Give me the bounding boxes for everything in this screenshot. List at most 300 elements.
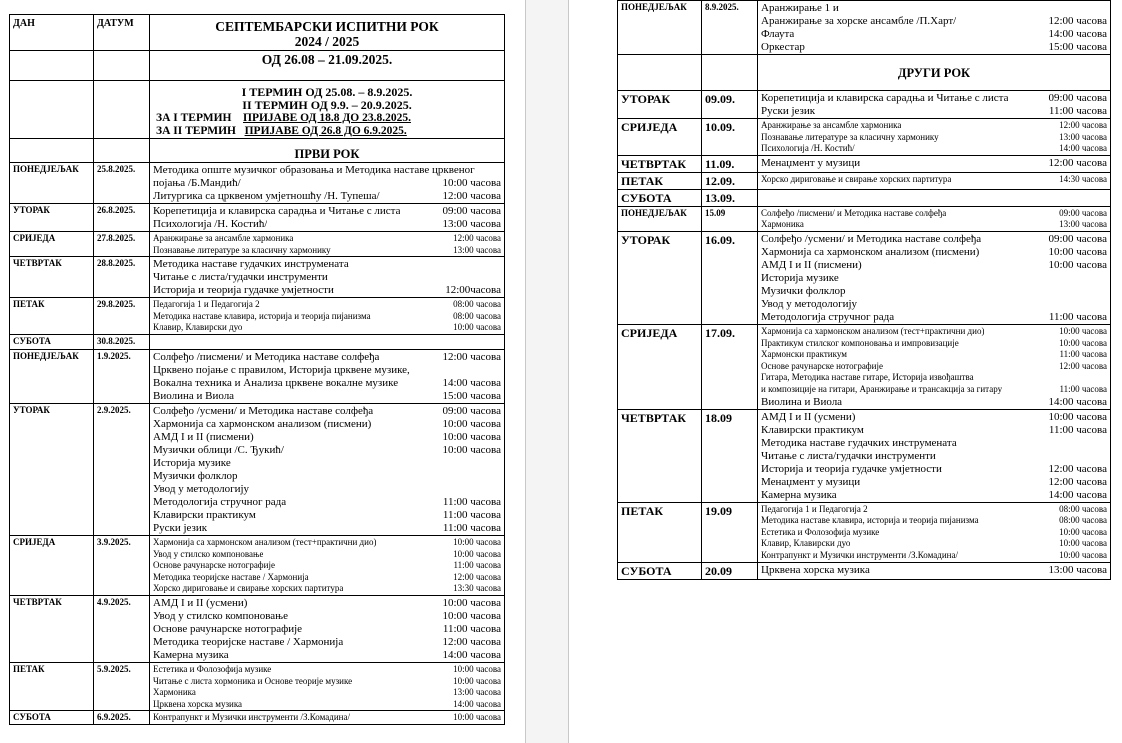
exam-subject: Методика теоријске наставе / Хармонија (153, 635, 344, 648)
term-1: I ТЕРМИН ОД 25.08. – 8.9.2025. (241, 85, 413, 99)
exam-line (761, 338, 1107, 350)
day-cell: СРИЈЕДА (618, 119, 702, 156)
exam-time: 11:00 часова (1059, 349, 1107, 360)
exam-time (1103, 372, 1107, 384)
exam-line (153, 522, 501, 535)
exam-subject: Клавир, Клавирски дуо (153, 322, 243, 333)
exam-line (761, 120, 1107, 132)
exam-time: 13:00 часова (453, 687, 501, 698)
exam-subject: Познавање литературе за класичну хармонику (761, 131, 939, 142)
exam-time: 10:00 часова (442, 430, 501, 443)
day-row (618, 206, 1111, 231)
left-page (0, 0, 525, 743)
exam-line (153, 190, 501, 203)
exam-time (497, 271, 501, 284)
terms-row (10, 81, 505, 139)
exam-subject: Историја и теорија гудачке умјетности (153, 284, 334, 297)
day-cell: ПЕТАК (618, 172, 702, 189)
exam-time: 10:00 часова (442, 443, 501, 456)
exam-subject: Естетика и Фолозофија музике (153, 663, 272, 674)
exam-line (761, 143, 1107, 155)
registration-term-2: ЗА II ТЕРМИН ПРИЈАВЕ ОД 26.8 ДО 6.9.2025. (156, 125, 407, 137)
exam-subject: и композиције на гитари, Аранжирање и трансакција за гитару (761, 383, 1003, 394)
exam-time: 10:00 часова (1048, 245, 1107, 258)
date-cell: 1.9.2025. (94, 349, 150, 403)
exam-line (761, 538, 1107, 550)
exam-subject: Аранжирање за ансамбле хармоника (761, 120, 902, 130)
exam-subject: Солфеђо /усмени/ и Методика наставе солфеђа (761, 232, 982, 245)
exam-line (153, 483, 501, 496)
day-cell: ПЕТАК (10, 298, 94, 335)
date-cell: 28.8.2025. (94, 257, 150, 298)
exam-list-cell (150, 595, 505, 662)
exam-line (761, 2, 1107, 15)
header-row (10, 15, 505, 51)
exam-time: 14:00 часова (1059, 143, 1107, 154)
exam-subject: Хорско дириговање и свирање хорских партитура (153, 583, 344, 594)
exam-line (761, 15, 1107, 28)
exam-line (761, 384, 1107, 396)
exam-line (153, 583, 501, 595)
exam-subject: Читање с листа хормоника и Основе теорије музике (153, 675, 353, 686)
exam-line (761, 527, 1107, 539)
exam-time: 08:00 часова (1059, 503, 1107, 514)
day-cell: СУБОТА (10, 334, 94, 349)
exam-line (153, 623, 501, 636)
exam-subject: Солфеђо /писмени/ и Методика наставе солфеђа (761, 207, 947, 218)
date-cell: 17.09. (702, 324, 758, 409)
exam-line (153, 258, 501, 271)
exam-line (761, 259, 1107, 272)
exam-time: 10:00 часова (442, 609, 501, 622)
exam-line (153, 444, 501, 457)
exam-line (153, 537, 501, 549)
exam-subject: Контрапункт и Музички инструменти /З.Комадина/ (761, 549, 958, 560)
day-cell: УТОРАК (618, 91, 702, 119)
exam-list-cell (150, 334, 505, 349)
date-cell: 3.9.2025. (94, 535, 150, 595)
day-row (618, 1, 1111, 55)
day-row (10, 232, 505, 257)
date-cell: 12.09. (702, 172, 758, 189)
date-cell: 19.09 (702, 502, 758, 562)
exam-line (761, 396, 1107, 409)
day-row (618, 172, 1111, 189)
exam-line (761, 424, 1107, 437)
exam-line (761, 550, 1107, 562)
exam-subject: Музички облици /С. Ђукић/ (153, 443, 284, 456)
exam-line (761, 564, 1107, 577)
date-cell: 10.09. (702, 119, 758, 156)
exam-subject: Историја музике (153, 456, 231, 469)
day-row (618, 502, 1111, 562)
column-header-day: ДАН (10, 15, 94, 51)
exam-line (153, 560, 501, 572)
exam-subject: Увод у стилско компоновање (153, 609, 289, 622)
exam-line (761, 132, 1107, 144)
exam-subject: Црквена хорска музика (153, 698, 243, 709)
exam-time (497, 258, 501, 271)
left-schedule-table (9, 14, 505, 725)
day-row (10, 403, 505, 535)
day-cell: УТОРАК (10, 403, 94, 535)
day-row (618, 189, 1111, 206)
day-row (10, 257, 505, 298)
exam-time: 12:00 часова (442, 635, 501, 648)
exam-line (153, 218, 501, 231)
exam-time: 14:00 часова (453, 698, 501, 709)
exam-subject: Менаџмент у музици (761, 475, 861, 488)
title-cell (150, 15, 505, 51)
exam-line (153, 457, 501, 470)
exam-subject: Историја и теорија гудачке умјетности (761, 462, 942, 475)
day-cell: СУБОТА (618, 562, 702, 579)
exam-line (761, 476, 1107, 489)
date-cell: 4.9.2025. (94, 595, 150, 662)
exam-line (153, 377, 501, 390)
exam-line (153, 597, 501, 610)
exam-line (761, 463, 1107, 476)
exam-time: 14:30 часова (1059, 173, 1107, 184)
day-row (618, 324, 1111, 409)
exam-time: 11:00 часова (1059, 383, 1107, 394)
exam-subject: Познавање литературе за класичну хармонику (153, 244, 331, 255)
exam-subject: Методика наставе клавира, историја и теорија пијанизма (761, 515, 979, 526)
exam-subject: Практикум стилског компоновања и импровизације (761, 337, 959, 348)
exam-subject: Менаџмент у музици (761, 156, 861, 169)
exam-time: 10:00 часова (1048, 258, 1107, 271)
exam-list-cell (150, 298, 505, 335)
exam-subject: Основе рачунарске нотографије (761, 360, 883, 371)
exam-time: 10:00 часова (453, 663, 501, 674)
exam-time: 12:00 часова (1048, 475, 1107, 488)
section-second-round: ДРУГИ РОК (897, 65, 971, 80)
exam-subject: појања /Б.Мандић/ (153, 177, 241, 189)
day-row (10, 163, 505, 204)
exam-line (153, 636, 501, 649)
exam-line (761, 349, 1107, 361)
date-cell: 27.8.2025. (94, 232, 150, 257)
exam-time: 14:00 часова (442, 376, 501, 389)
exam-subject: Методика опште музичког образовања и Методика наставе црквеног (153, 164, 475, 176)
date-cell: 30.8.2025. (94, 334, 150, 349)
exam-line (761, 450, 1107, 463)
exam-time: 14:00 часова (442, 648, 501, 661)
exam-line (153, 233, 501, 245)
exam-list-cell (150, 711, 505, 725)
exam-time: 10:00 часова (1059, 325, 1107, 336)
exam-line (761, 92, 1107, 105)
day-row (618, 155, 1111, 172)
date-cell: 11.09. (702, 155, 758, 172)
exam-line (153, 245, 501, 257)
day-row (618, 231, 1111, 324)
day-cell: СРИЈЕДА (10, 535, 94, 595)
exam-subject: Увод у методологију (761, 297, 858, 310)
exam-line (761, 298, 1107, 311)
exam-line (153, 271, 501, 284)
day-row (10, 298, 505, 335)
exam-subject: Педагогија 1 и Педагогија 2 (761, 503, 868, 514)
exam-line (153, 405, 501, 418)
right-page (569, 0, 1122, 743)
exam-line (761, 219, 1107, 231)
exam-time: 14:00 часова (1048, 28, 1107, 40)
day-cell: ПЕТАК (618, 502, 702, 562)
day-cell: УТОРАК (10, 204, 94, 232)
exam-subject: Психологија /Н. Костић/ (153, 218, 268, 230)
exam-subject: Хармонија са хармонском анализом (писмени) (153, 417, 372, 430)
exam-subject: Руски језик (153, 521, 208, 534)
exam-subject: Увод у стилско компоновање (153, 548, 264, 559)
exam-line (153, 676, 501, 688)
exam-subject: Читање с листа/гудачки инструменти (153, 271, 328, 284)
exam-time: 11:00 часова (442, 495, 501, 508)
day-cell: ЧЕТВРТАК (10, 595, 94, 662)
exam-line (153, 351, 501, 364)
exam-time: 13:00 часова (453, 244, 501, 255)
day-row (10, 711, 505, 725)
exam-list-cell (150, 403, 505, 535)
exam-subject: Хармонија са хармонском анализом (писмени) (761, 245, 980, 258)
day-row (10, 535, 505, 595)
exam-time: 09:00 часова (1059, 207, 1107, 218)
day-cell: СРИЈЕДА (10, 232, 94, 257)
exam-time: 09:00 часова (1048, 92, 1107, 104)
date-cell: 29.8.2025. (94, 298, 150, 335)
exam-line (761, 157, 1107, 170)
exam-line (761, 437, 1107, 450)
date-cell: 8.9.2025. (702, 1, 758, 55)
day-row (10, 204, 505, 232)
exam-subject: Камерна музика (761, 488, 837, 501)
exam-time: 08:00 часова (1059, 515, 1107, 526)
exam-line (153, 664, 501, 676)
exam-time: 10:00 часова (453, 322, 501, 333)
exam-subject: Камерна музика (153, 648, 229, 661)
exam-line (153, 205, 501, 218)
exam-subject: Клавир, Клавирски дуо (761, 538, 851, 549)
exam-subject: Методика теоријске наставе / Хармонија (153, 571, 309, 582)
exam-subject: Клавирски практикум (761, 423, 864, 436)
exam-time: 13:30 часова (453, 583, 501, 594)
exam-line (153, 418, 501, 431)
exam-line (153, 572, 501, 584)
right-schedule-table (617, 0, 1111, 580)
exam-subject: Гитара, Методика наставе гитаре, Историја извођаштва (761, 372, 974, 383)
exam-line (761, 489, 1107, 502)
exam-subject: Контрапункт и Музички инструменти /З.Комадина/ (153, 712, 350, 723)
exam-subject: Основе рачунарске нотографије (153, 560, 275, 571)
section-first-round: ПРВИ РОК (294, 147, 360, 161)
exam-line (761, 246, 1107, 259)
exam-line (761, 285, 1107, 298)
exam-line (153, 311, 501, 323)
exam-subject: Естетика и Фолозофија музике (761, 526, 880, 537)
exam-subject: АМД I и II (писмени) (761, 258, 862, 271)
exam-list-cell (758, 172, 1111, 189)
date-cell: 20.09 (702, 562, 758, 579)
exam-time: 10:00 часова (453, 548, 501, 559)
day-row (618, 409, 1111, 502)
exam-list-cell (758, 91, 1111, 119)
registration-term-1: ЗА I ТЕРМИН ПРИЈАВЕ ОД 18.8 ДО 23.8.2025. (156, 112, 411, 124)
exam-subject: Литургика са црквеном умјетношћу /Н. Тупеша/ (153, 190, 380, 202)
exam-subject: Психологија /Н. Костић/ (761, 143, 855, 154)
exam-line (761, 191, 1107, 204)
day-cell: ПОНЕДЈЕЉАК (10, 349, 94, 403)
exam-subject: Клавирски практикум (153, 508, 256, 521)
exam-time: 13:00 часова (1059, 131, 1107, 142)
exam-list-cell (150, 662, 505, 710)
section-row (10, 139, 505, 163)
exam-line (761, 311, 1107, 324)
exam-subject: Методика наставе гудачких инструмената (153, 258, 349, 271)
exam-line (153, 649, 501, 662)
exam-time: 12:00 часова (442, 190, 501, 202)
exam-line (761, 174, 1107, 186)
date-cell: 25.8.2025. (94, 163, 150, 204)
exam-subject: Хармоника (153, 687, 196, 698)
exam-list-cell (758, 155, 1111, 172)
exam-time: 12:00часова (445, 284, 501, 297)
exam-time: 12:00 часова (1048, 156, 1107, 169)
exam-time: 15:00 часова (1048, 41, 1107, 53)
academic-year: 2024 / 2025 (294, 34, 360, 49)
exam-time (497, 483, 501, 496)
exam-time: 11:00 часова (453, 560, 501, 571)
exam-time: 10:00 часова (1059, 337, 1107, 348)
exam-subject: Флаута (761, 28, 795, 40)
exam-time: 15:00 часова (442, 389, 501, 402)
exam-line (761, 326, 1107, 338)
exam-time (1103, 298, 1107, 311)
exam-time: 14:00 часова (1048, 395, 1107, 408)
exam-subject: Аранжирање за хорске ансамбле /П.Харт/ (761, 15, 957, 27)
exam-list-cell (758, 189, 1111, 206)
exam-time: 08:00 часова (453, 299, 501, 310)
exam-time (1103, 450, 1107, 463)
date-cell: 15.09 (702, 206, 758, 231)
exam-line (153, 336, 501, 349)
exam-subject: Музички фолклор (153, 469, 238, 482)
column-header-date: ДАТУМ (94, 15, 150, 51)
exam-line (153, 322, 501, 334)
exam-time: 10:00 часова (1059, 538, 1107, 549)
exam-time: 11:00 часова (442, 622, 501, 635)
exam-line (153, 470, 501, 483)
exam-time: 10:00 часова (453, 536, 501, 547)
exam-line (153, 699, 501, 711)
exam-time: 10:00 часова (1059, 526, 1107, 537)
exam-line (153, 496, 501, 509)
exam-list-cell (758, 324, 1111, 409)
exam-subject: Солфеђо /писмени/ и Методика наставе солфеђа (153, 350, 380, 363)
date-cell: 26.8.2025. (94, 204, 150, 232)
exam-list-cell (150, 349, 505, 403)
exam-time (497, 364, 501, 377)
exam-subject: Методологија стручног рада (153, 495, 287, 508)
exam-time: 10:00 часова (442, 596, 501, 609)
exam-subject: Историја музике (761, 271, 839, 284)
exam-line (761, 504, 1107, 516)
exam-subject: Виолина и Виола (761, 395, 843, 408)
exam-line (153, 164, 501, 177)
exam-list-cell (150, 204, 505, 232)
exam-subject: Руски језик (761, 105, 816, 117)
period-row (10, 51, 505, 81)
exam-line (761, 372, 1107, 384)
day-row (10, 334, 505, 349)
exam-time: 11:00 часова (1048, 105, 1107, 117)
exam-time: 13:00 часова (442, 218, 501, 230)
exam-time: 12:00 часова (1059, 120, 1107, 130)
exam-subject: Хорско дириговање и свирање хорских партитура (761, 173, 952, 184)
term-2: II ТЕРМИН ОД 9.9. – 20.9.2025. (242, 98, 412, 112)
exam-time: 12:00 часова (442, 350, 501, 363)
exam-time (931, 191, 935, 204)
exam-subject: Солфеђо /усмени/ и Методика наставе солфеђа (153, 404, 374, 417)
exam-time (1103, 437, 1107, 450)
exam-list-cell (150, 535, 505, 595)
exam-time: 11:00 часова (442, 508, 501, 521)
exam-time: 10:00 часова (442, 417, 501, 430)
exam-list-cell (150, 163, 505, 204)
day-cell: СУБОТА (10, 711, 94, 725)
exam-line (761, 411, 1107, 424)
exam-time (1103, 272, 1107, 285)
exam-subject: Хармонија са хармонском анализом (тест+практични дио) (761, 325, 985, 336)
exam-line (153, 390, 501, 403)
exam-subject: Хармонски практикум (761, 349, 847, 360)
exam-line (153, 284, 501, 297)
exam-subject: Музички фолклор (761, 284, 846, 297)
exam-line (153, 549, 501, 561)
exam-subject: Оркестар (761, 41, 805, 53)
exam-time: 12:00 часова (453, 233, 501, 243)
exam-subject: Методологија стручног рада (761, 310, 895, 323)
exam-time: 11:00 часова (1048, 423, 1107, 436)
exam-subject: Аранжирање 1 и (761, 2, 839, 14)
day-row (10, 349, 505, 403)
exam-line (761, 515, 1107, 527)
day-row (10, 595, 505, 662)
exam-line (761, 361, 1107, 373)
day-cell: ЧЕТВРТАК (618, 155, 702, 172)
exam-time: 08:00 часова (453, 310, 501, 321)
exam-time: 10:00 часова (453, 675, 501, 686)
date-cell: 5.9.2025. (94, 662, 150, 710)
date-cell: 18.09 (702, 409, 758, 502)
exam-time (497, 457, 501, 470)
exam-time (1103, 285, 1107, 298)
exam-line (153, 364, 501, 377)
exam-subject: Хармоника (761, 219, 804, 230)
exam-period: ОД 26.08 – 21.09.2025. (261, 52, 393, 67)
exam-subject: АМД I и II (усмени) (153, 596, 248, 609)
day-cell: ЧЕТВРТАК (618, 409, 702, 502)
exam-time: 12:00 часова (453, 571, 501, 582)
day-row (618, 562, 1111, 579)
exam-line (153, 610, 501, 623)
exam-time (497, 164, 501, 177)
exam-list-cell (758, 502, 1111, 562)
exam-list-cell (150, 232, 505, 257)
exam-time: 14:00 часова (1048, 488, 1107, 501)
exam-time: 11:00 часова (1048, 310, 1107, 323)
exam-time: 12:00 часова (1048, 15, 1107, 27)
exam-list-cell (150, 257, 505, 298)
